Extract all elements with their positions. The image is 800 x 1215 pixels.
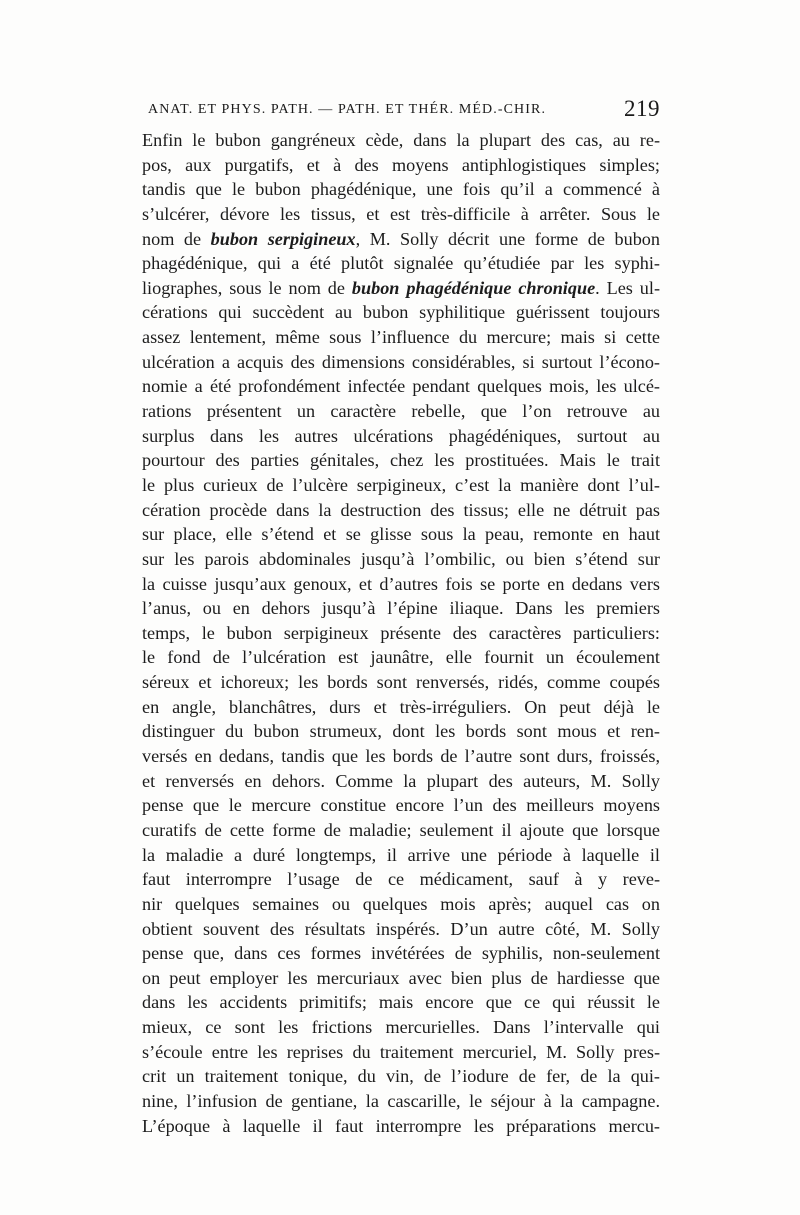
text-line: distinguer du bubon strumeux, dont les bords sont mous et ren- [142,721,660,742]
text-line: curatifs de cette forme de maladie; seulement il ajoute que lorsque [142,819,660,840]
text-line: pense que, dans ces formes invétérées de syphilis, non-seulement [142,943,660,964]
text-line: Enfin le bubon gangréneux cède, dans la plupart des cas, au re- [142,130,660,150]
text-line: nine, l’infusion de gentiane, la cascarille, le séjour à la campagne. [142,1090,660,1111]
text-line: s’écoule entre les reprises du traitement mercuriel, M. Solly pres- [142,1041,660,1062]
text-line: cération procède dans la destruction des tissus; elle ne détruit pas [142,499,660,520]
text-line: assez lentement, même sous l’influence du mercure; mais si cette [142,327,660,348]
text-line: s’ulcérer, dévore les tissus, et est très-difficile à arrêter. Sous le [142,203,660,224]
text-line: temps, le bubon serpigineux présente des caractères particuliers: [142,622,660,643]
text-line: liographes, sous le nom de bubon phagédénique chronique. Les ul- [142,277,660,298]
text-line: pense que le mercure constitue encore l’un des meilleurs moyens [142,795,660,816]
text-line: L’époque à laquelle il faut interrompre les préparations mercu- [142,1115,660,1136]
text-line: dans les accidents primitifs; mais encore que ce qui réussit le [142,992,660,1013]
text-line: nomie a été profondément infectée pendant quelques mois, les ulcé- [142,376,660,397]
text-line: sur les parois abdominales jusqu’à l’ombilic, ou bien s’étend sur [142,548,660,569]
text-line: rations présentent un caractère rebelle, que l’on retrouve au [142,401,660,422]
text-line: faut interrompre l’usage de ce médicament, sauf à y reve- [142,869,660,890]
text-line: le plus curieux de l’ulcère serpigineux, c’est la manière dont l’ul- [142,474,660,495]
text-line: en angle, blanchâtres, durs et très-irréguliers. On peut déjà le [142,696,660,717]
text-line: pourtour des parties génitales, chez les prostituées. Mais le trait [142,450,660,471]
text-line: surplus dans les autres ulcérations phagédéniques, surtout au [142,425,660,446]
text-line: phagédénique, qui a été plutôt signalée qu’étudiée par les syphi- [142,253,660,274]
text-line: et renversés en dehors. Comme la plupart des auteurs, M. Solly [142,770,660,791]
text-line: versés en dedans, tandis que les bords de l’autre sont durs, froissés, [142,746,660,767]
text-line: pos, aux purgatifs, et à des moyens antiphlogistiques simples; [142,154,660,175]
text-line: on peut employer les mercuriaux avec bien plus de hardiesse que [142,967,660,988]
text-line: la maladie a duré longtemps, il arrive une période à laquelle il [142,844,660,865]
italic-term: bubon phagédénique chronique [351,277,596,298]
text-line: obtient souvent des résultats inspérés. D’un autre côté, M. Solly [142,918,660,939]
text-line: la cuisse jusqu’aux genoux, et d’autres fois se porte en dedans vers [142,573,660,594]
text-line: sur place, elle s’étend et se glisse sous la peau, remonte en haut [142,524,660,545]
text-line: crit un traitement tonique, du vin, de l’iodure de fer, de la qui- [142,1066,660,1087]
text-line: nom de bubon serpigineux, M. Solly décrit une forme de bubon [142,228,660,249]
text-line: le fond de l’ulcération est jaunâtre, elle fournit un écoulement [142,647,660,668]
text-line: nir quelques semaines ou quelques mois après; auquel cas on [142,893,660,914]
italic-term: bubon serpigineux [210,228,356,249]
text-line: ulcération a acquis des dimensions considérables, si surtout l’écono- [142,351,660,372]
text-line: séreux et ichoreux; les bords sont renversés, ridés, comme coupés [142,672,660,693]
text-line: cérations qui succèdent au bubon syphilitique guérissent toujours [142,302,660,323]
text-line: mieux, ce sont les frictions mercurielles. Dans l’intervalle qui [142,1017,660,1038]
running-head: ANAT. ET PHYS. PATH. — PATH. ET THÉR. MÉD.-CHIR. [148,102,547,117]
body-text [142,128,660,1138]
page-header [148,96,660,126]
text-line: l’anus, ou en dehors jusqu’à l’épine iliaque. Dans les premiers [142,598,660,619]
page-number: 219 [624,96,660,121]
text-line: tandis que le bubon phagédénique, une fois qu’il a commencé à [142,179,660,200]
